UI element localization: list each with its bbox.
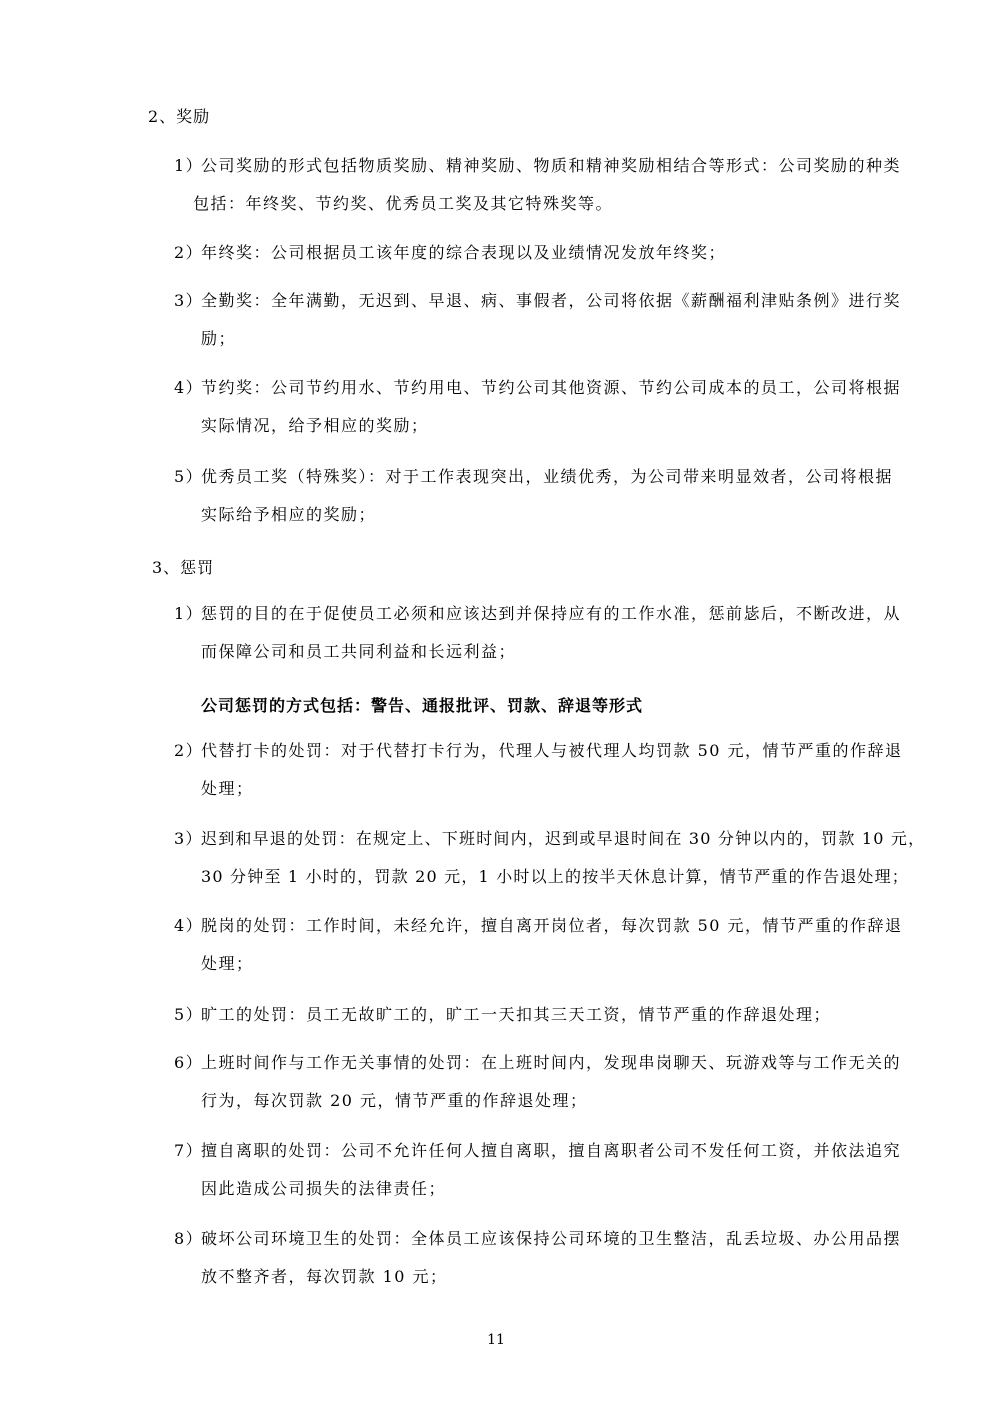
item-number: 3） — [174, 829, 203, 848]
item-text-line: 实际情况，给予相应的奖励； — [201, 416, 429, 435]
item-text-line: 惩罚的目的在于促使员工必须和应该达到并保持应有的工作水准，惩前毖后，不断改进，从 — [201, 604, 902, 623]
punish-methods-subheading: 公司惩罚的方式包括：警告、通报批评、罚款、辞退等形式 — [201, 696, 644, 715]
item-text-line: 全勤奖：全年满勤，无迟到、早退、病、事假者，公司将依据《薪酬福利津贴条例》进行奖 — [201, 291, 902, 310]
section-heading-punish: 3、惩罚 — [152, 558, 215, 577]
item-text-line: 公司奖励的形式包括物质奖励、精神奖励、物质和精神奖励相结合等形式：公司奖励的种类 — [201, 156, 902, 175]
item-number: 4） — [174, 378, 204, 397]
item-text-line: 励； — [201, 329, 237, 348]
item-number: 5） — [174, 1005, 204, 1024]
item-number: 1） — [174, 156, 204, 175]
item-number: 2） — [174, 243, 204, 262]
item-text-line: 节约奖：公司节约用水、节约用电、节约公司其他资源、节约公司成本的员工，公司将根据 — [201, 378, 902, 397]
item-text-line: 擅自离职的处罚：公司不允许任何人擅自离职，擅自离职者公司不发任何工资，并依法追究 — [201, 1141, 902, 1160]
item-text-line: 行为，每次罚款 20 元，情节严重的作辞退处理； — [201, 1091, 588, 1110]
item-text-line: 实际给予相应的奖励； — [201, 505, 377, 524]
item-number: 4） — [174, 916, 204, 935]
item-text-line: 而保障公司和员工共同利益和长远利益； — [201, 642, 517, 661]
item-text-line: 优秀员工奖（特殊奖）：对于工作表现突出，业绩优秀，为公司带来明显效者，公司将根据 — [201, 467, 894, 486]
item-number: 2） — [174, 741, 204, 760]
section-heading-reward: 2、奖励 — [148, 107, 211, 126]
item-number: 6） — [174, 1053, 204, 1072]
item-number: 7） — [174, 1141, 204, 1160]
item-text-line: 代替打卡的处罚：对于代替打卡行为，代理人与被代理人均罚款 50 元，情节严重的作辞退 — [201, 741, 903, 760]
item-text-line: 破坏公司环境卫生的处罚：全体员工应该保持公司环境的卫生整洁，乱丢垃圾、办公用品摆 — [201, 1229, 902, 1248]
item-number: 1） — [174, 604, 204, 623]
item-text-line: 30 分钟至 1 小时的，罚款 20 元，1 小时以上的按半天休息计算，情节严重的作告退处理； — [201, 867, 909, 886]
item-number: 3） — [174, 291, 204, 310]
item-text-line: 年终奖：公司根据员工该年度的综合表现以及业绩情况发放年终奖； — [201, 243, 727, 262]
item-text-line: 放不整齐者，每次罚款 10 元； — [201, 1267, 448, 1286]
item-text-line: 脱岗的处罚：工作时间，未经允许，擅自离开岗位者，每次罚款 50 元，情节严重的作辞退 — [201, 916, 903, 935]
item-text-line: 因此造成公司损失的法律责任； — [201, 1179, 447, 1198]
item-text-line: 处理； — [201, 779, 254, 798]
item-number: 8） — [174, 1229, 204, 1248]
item-text-line: 迟到和早退的处罚：在规定上、下班时间内，迟到或早退时间在 30 分钟以内的，罚款 10 元， — [201, 829, 926, 848]
item-text-line: 包括：年终奖、节约奖、优秀员工奖及其它特殊奖等。 — [193, 194, 614, 213]
item-text-line: 处理； — [201, 954, 254, 973]
item-number: 5） — [174, 467, 204, 486]
item-text-line: 上班时间作与工作无关事情的处罚：在上班时间内，发现串岗聊天、玩游戏等与工作无关的 — [201, 1053, 902, 1072]
item-text-line: 旷工的处罚：员工无故旷工的，旷工一天扣其三天工资，情节严重的作辞退处理； — [201, 1005, 832, 1024]
page-number: 11 — [487, 1332, 505, 1348]
